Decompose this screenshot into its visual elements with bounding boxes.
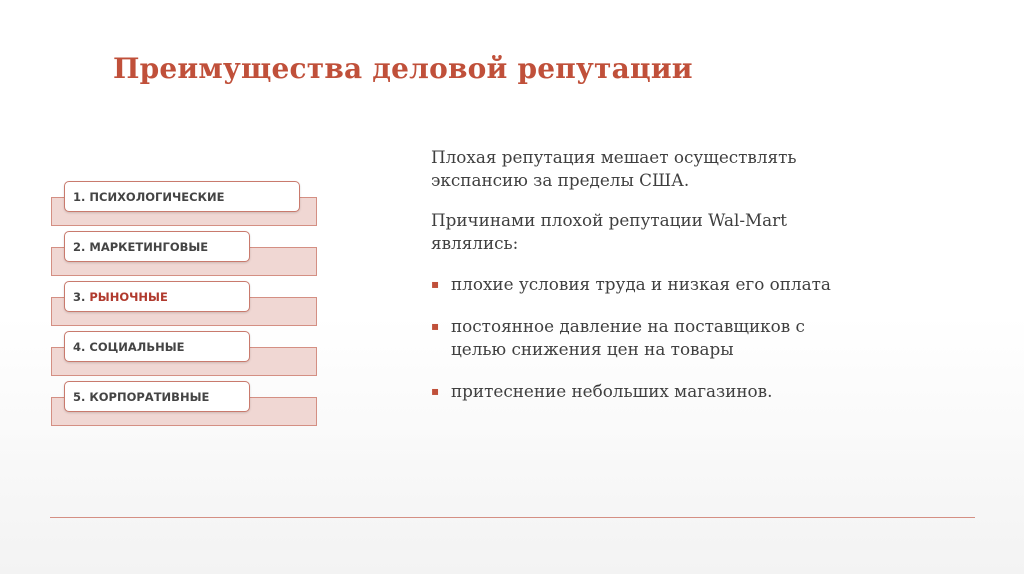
slide-title: Преимущества деловой репутации — [113, 52, 693, 85]
category-box — [64, 281, 250, 312]
category-number: 5. — [73, 389, 86, 404]
list-item — [431, 380, 851, 403]
category-number: 4. — [73, 339, 86, 354]
category-label: КОРПОРАТИВНЫЕ — [89, 389, 210, 404]
category-item-marketing — [51, 231, 317, 276]
footer-divider — [50, 517, 975, 518]
content-block — [431, 146, 851, 422]
list-item-text: плохие условия труда и низкая его оплата — [451, 274, 831, 294]
category-box — [64, 231, 250, 262]
category-box — [64, 181, 300, 212]
category-item-corporate — [51, 381, 317, 426]
bullet-square-icon: ▪ — [431, 384, 440, 398]
category-box — [64, 381, 250, 412]
category-label-highlighted: РЫНОЧНЫЕ — [89, 289, 168, 304]
category-label: СОЦИАЛЬНЫЕ — [89, 339, 185, 354]
category-label: МАРКЕТИНГОВЫЕ — [89, 239, 209, 254]
category-item-social — [51, 331, 317, 376]
list-item — [431, 273, 851, 296]
category-number: 1. — [73, 189, 86, 204]
category-number: 3. — [73, 289, 86, 304]
category-box — [64, 331, 250, 362]
bullet-square-icon: ▪ — [431, 319, 440, 333]
category-number: 2. — [73, 239, 86, 254]
category-item-market — [51, 281, 317, 326]
category-label: ПСИХОЛОГИЧЕСКИЕ — [89, 189, 225, 204]
list-item-text: притеснение небольших магазинов. — [451, 381, 773, 401]
list-item — [431, 315, 851, 361]
paragraph-expansion: Плохая репутация мешает осуществлять экспансию за пределы США. — [431, 147, 797, 190]
reasons-list — [431, 273, 851, 403]
bullet-square-icon: ▪ — [431, 277, 440, 291]
paragraph-reasons: Причинами плохой репутации Wal-Mart являлись: — [431, 210, 787, 253]
list-item-text: постоянное давление на поставщиков с целью снижения цен на товары — [451, 316, 805, 359]
category-item-psychological — [51, 181, 317, 226]
